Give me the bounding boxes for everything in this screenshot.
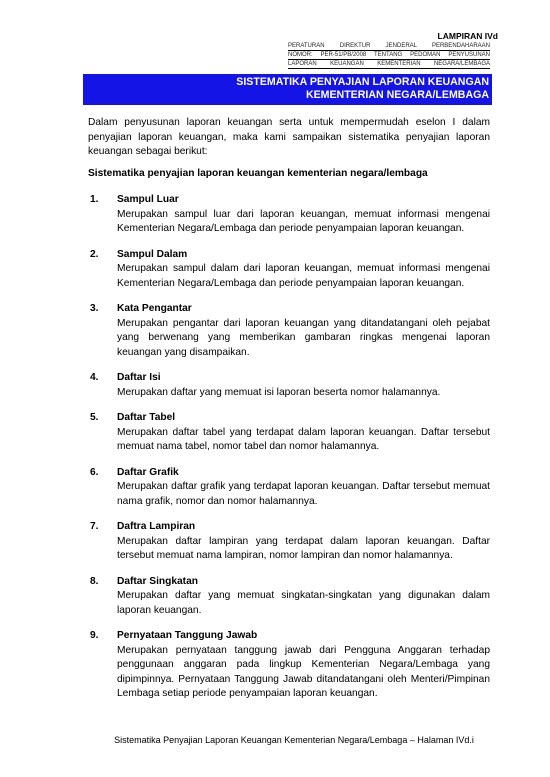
regulation-reference — [288, 42, 490, 69]
list-item — [88, 466, 490, 510]
item-list — [88, 193, 490, 713]
list-item — [88, 371, 490, 400]
list-item — [88, 520, 490, 564]
item-title: Daftra Lampiran — [117, 521, 196, 532]
item-number: 8. — [90, 575, 99, 587]
list-item — [88, 248, 490, 292]
item-number: 5. — [90, 412, 99, 423]
item-number: 1. — [90, 194, 99, 205]
item-number: 9. — [90, 630, 99, 641]
item-title: Daftar Singkatan — [117, 575, 198, 587]
item-number: 3. — [90, 303, 99, 314]
item-title: Daftar Isi — [117, 372, 161, 383]
list-item — [88, 411, 490, 455]
list-item — [88, 575, 490, 619]
list-item — [88, 193, 490, 237]
page-footer: Sistematika Penyajian Laporan Keuangan Kementerian Negara/Lembaga – Halaman IVd.i — [114, 735, 474, 745]
section-subtitle: Sistematika penyajian laporan keuangan kementerian negara/lembaga — [88, 168, 428, 179]
document-title — [83, 74, 492, 105]
item-number: 4. — [90, 372, 99, 383]
item-description: Merupakan pengantar dari laporan keuangan yang ditandatangani oleh pejabat yang berwenang yang memberikan gambaran ringkas mengenai laporan keuangan yang disampaikan. — [117, 317, 490, 358]
item-description: Merupakan daftar tabel yang terdapat dalam laporan keuangan. Daftar tersebut memuat nama tabel, nomor tabel dan nomor halamannya. — [117, 426, 490, 452]
title-line-2: KEMENTERIAN NEGARA/LEMBAGA — [305, 89, 489, 101]
item-description: Merupakan daftar yang memuat singkatan-singkatan yang digunakan dalam laporan keuangan. — [117, 590, 490, 616]
intro-paragraph: Dalam penyusunan laporan keuangan serta untuk mempermudah eselon I dalam penyajian laporan keuangan, maka kami sampaikan sistematika penyajian laporan keuangan sebagai berikut: — [88, 117, 490, 157]
regulation-line: NOMOR: PER-51/PB/2008 TENTANG PEDOMAN PENYUSUNAN — [288, 52, 490, 58]
item-title: Daftar Grafik — [117, 466, 179, 478]
item-title: Sampul Luar — [117, 194, 179, 205]
regulation-line: PERATURAN DIREKTUR JENDERAL PERBENDAHARAAN — [288, 43, 490, 49]
item-number: 2. — [90, 248, 99, 260]
regulation-line: LAPORAN KEUANGAN KEMENTERIAN NEGARA/LEMBAGA — [288, 61, 490, 67]
item-description: Merupakan sampul luar dari laporan keuangan, memuat informasi mengenai Kementerian Negara/Lembaga dan periode penyampaian laporan keuangan. — [117, 208, 490, 234]
item-title: Sampul Dalam — [117, 248, 188, 260]
item-title: Kata Pengantar — [117, 303, 192, 314]
list-item — [88, 302, 490, 360]
item-description: Merupakan pernyataan tanggung jawab dari Pengguna Anggaran terhadap penggunaan anggaran pada lingkup Kementerian Negara/Lembaga yang dipimpinnya. Pernyataan Tanggung Jawab ditandatangani oleh Menteri/Pimpinan Lembaga setiap periode penyampaian laporan keuangan. — [117, 644, 490, 699]
item-description: Merupakan daftar yang memuat isi laporan beserta nomor halamannya. — [117, 386, 441, 398]
appendix-label: LAMPIRAN IVd — [437, 31, 498, 41]
item-description: Merupakan sampul dalam dari laporan keuangan, memuat informasi mengenai Kementerian Negara/Lembaga dan periode penyampaian laporan keuangan. — [117, 263, 490, 289]
item-description: Merupakan daftar grafik yang terdapat laporan keuangan. Daftar tersebut memuat nama grafik, nomor dan nomor halamannya. — [117, 481, 490, 507]
item-number: 6. — [90, 466, 99, 478]
item-title: Pernyataan Tanggung Jawab — [117, 630, 258, 641]
item-number: 7. — [90, 521, 99, 532]
title-line-1: SISTEMATIKA PENYAJIAN LAPORAN KEUANGAN — [236, 76, 489, 88]
item-description: Merupakan daftar lampiran yang terdapat dalam laporan keuangan. Daftar tersebut memuat nama lampiran, nomor lampiran dan nomor halamannya. — [117, 535, 490, 561]
item-title: Daftar Tabel — [117, 412, 176, 423]
list-item — [88, 629, 490, 702]
